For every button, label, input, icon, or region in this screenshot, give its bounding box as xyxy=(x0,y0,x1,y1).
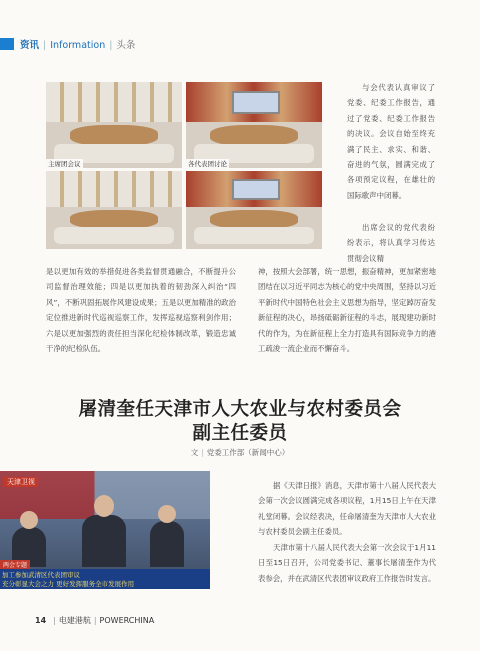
tv-news-screenshot xyxy=(0,471,210,589)
page-footer: 14 | 电建港航 | POWERCHINA xyxy=(35,616,155,625)
magazine-name: 电建港航 xyxy=(58,616,91,625)
left-column-text: 是以更加有效的举措促进各类监督贯通融合，不断提升公司监督治理效能；四是以更加执着的韧劲深入纠治“四风”，不断巩固拓展作风建设成果；五是以更加精准的政治定位推进新时代巡视巡察工作，发挥巡视巡察利剑作用；六是以更加强烈的责任担当深化纪检体制改革，锻造忠诚干净的纪检队伍。 xyxy=(46,267,236,354)
byline: 文 | 党委工作部（新闻中心） xyxy=(190,448,290,457)
photo-delegation-discussion xyxy=(186,82,322,168)
tv-tag: 两会专题 xyxy=(0,560,30,569)
photo-meeting-3 xyxy=(46,171,182,249)
byline-prefix: 文 xyxy=(190,448,199,457)
photo-meeting-4 xyxy=(186,171,322,249)
article-paragraph-2: 天津市第十八届人民代表大会第一次会议于1月11日至15日召开，公司党委书记、董事长屠清奎作为代表参会，并在武清区代表团审议政府工作报告时发言。 xyxy=(258,543,436,583)
tv-ticker-2: 充分彰显大会之力 更好发挥服务全市发展作用 xyxy=(2,580,135,588)
tv-logo: 天津卫视 xyxy=(4,477,38,487)
tv-ticker-1: 加工参加武清区代表团审议 xyxy=(2,571,80,579)
photo-presidium-meeting xyxy=(46,82,182,168)
photo-caption-presidium: 主席团会议 xyxy=(48,160,81,168)
section-category: 头条 xyxy=(116,40,136,51)
right-column-text-2: 出席会议的党代表纷纷表示，将认真学习传达贯彻会议精 xyxy=(347,223,435,263)
right-column-text: 与会代表认真审议了党委、纪委工作报告，通过了党委、纪委工作报告的决议。会议自始至终充满了民主、求实、和谐、奋进的气氛，圆满完成了各项预定议程，在雄壮的国际歌声中闭幕。 xyxy=(347,83,435,200)
section-english: Information xyxy=(50,40,106,51)
photo-caption-delegation: 各代表团讨论 xyxy=(188,160,227,168)
page-number: 14 xyxy=(35,616,47,625)
magazine-english: POWERCHINA xyxy=(99,616,155,625)
article-title-line1: 屠清奎任天津市人大农业与农村委员会 xyxy=(78,399,402,420)
right-middle-text: 神，按照大会部署，统一思想，振奋精神，更加紧密地团结在以习近平同志为核心的党中央周围，坚持以习近平新时代中国特色社会主义思想为指导，坚定踔厉奋发新征程的决心，昂扬砥砺新征程的斗志，展现建功新时代的作为，为在新征程上全力打造具有国际竞争力的港工疏浚一流企业而不懈奋斗。 xyxy=(258,267,436,354)
section-name: 资讯 xyxy=(20,40,40,51)
article-paragraph-1: 据《天津日报》消息，天津市第十八届人民代表大会第一次会议圆满完成各项议程，1月15日上午在天津礼堂闭幕。会议经表决，任命屠清奎为天津市人大农业与农村委员会副主任委员。 xyxy=(258,481,436,537)
byline-source: 党委工作部（新闻中心） xyxy=(206,448,290,457)
section-header: 资讯 | Information | 头条 xyxy=(20,40,136,51)
section-marker xyxy=(0,38,14,50)
article-title-line2: 副主任委员 xyxy=(192,423,288,444)
